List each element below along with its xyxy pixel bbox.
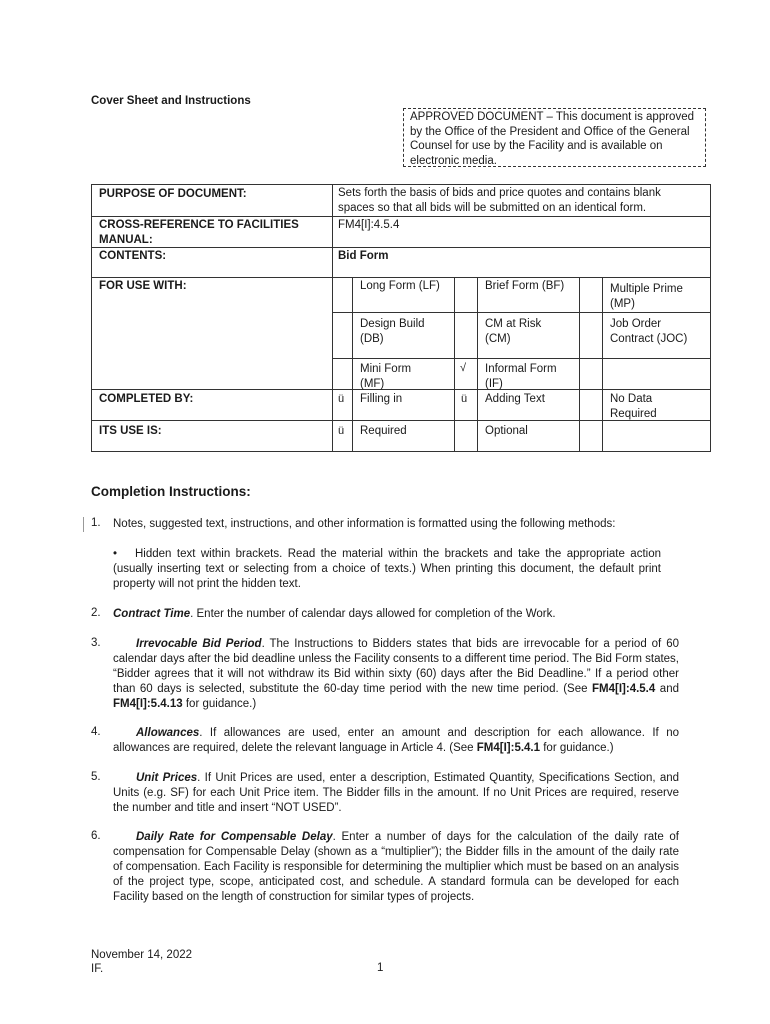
item-6-body: . Enter a number of days for the calculation of the daily rate of compensation for Compensable Delay (shown as a “multiplier”); the Bidder fills in the amount of the daily rate of compensation. Each Facility is responsible for determining the multiplier which must be based on an analysis of the project type, scope, anticipated cost, and schedule. A standard formula can be developed for each Facility based on the length of construction for similar types of projects. (113, 831, 679, 903)
crossref-label: CROSS-REFERENCE TO FACILITIES MANUAL: (99, 219, 299, 246)
item-number: 6. (91, 830, 101, 842)
form-long: Long Form (LF) (360, 280, 440, 292)
form-mini: Mini Form (MF) (360, 363, 412, 390)
item-4-body: . If allowances are used, enter an amount and description for each allowance. If no allowances are required, delete the relevant language in Article 4. (See (113, 727, 679, 754)
item-number: 2. (91, 607, 101, 619)
item-2-em: Contract Time (113, 608, 191, 620)
item-number: 1. (91, 517, 101, 529)
footer-date: November 14, 2022 (91, 949, 193, 961)
item-5-text (113, 771, 679, 816)
form-brief: Brief Form (BF) (485, 280, 565, 292)
page-number: 1 (377, 962, 384, 974)
purpose-label: PURPOSE OF DOCUMENT: (99, 188, 247, 200)
completed-filling: Filling in (360, 393, 403, 405)
check-mark-required: ü (338, 425, 345, 437)
form-multiple: Multiple Prime (MP) (610, 283, 683, 310)
completed-label: COMPLETED BY: (99, 393, 194, 405)
item-2-text (113, 607, 703, 622)
purpose-value: Sets forth the basis of bids and price quotes and contains blank spaces so that all bids will be submitted on an identical form. (338, 187, 661, 214)
bullet-glyph: • (113, 548, 118, 560)
form-job-order: Job Order Contract (JOC) (610, 318, 688, 345)
item-number: 3. (91, 637, 101, 649)
completed-nodata: No Data Required (610, 393, 657, 420)
item-number: 4. (91, 726, 101, 738)
item-4-end: for guidance.) (540, 742, 614, 754)
margin-marker (83, 517, 84, 532)
use-label: ITS USE IS: (99, 425, 162, 437)
footer-code: IF. (91, 963, 104, 975)
item-2-body: . Enter the number of calendar days allowed for completion of the Work. (190, 608, 556, 620)
item-3-text (113, 637, 679, 712)
bullet-text: Hidden text within brackets. Read the material within the brackets and take the appropriate action (usually inserting text or selecting from a choice of texts.) When printing this document, the default print property will not print the hidden text. (113, 548, 661, 590)
item-number: 5. (91, 771, 101, 783)
item-3-ref2: FM4[I]:5.4.13 (113, 698, 183, 710)
instructions-heading: Completion Instructions: (91, 484, 251, 499)
foruse-label: FOR USE WITH: (99, 280, 187, 292)
check-mark-adding: ü (461, 393, 468, 405)
use-optional: Optional (485, 425, 528, 437)
use-required: Required (360, 425, 407, 437)
check-mark-filling: ü (338, 393, 345, 405)
item-3-end: for guidance.) (182, 698, 257, 710)
footer (91, 948, 192, 976)
form-informal: Informal Form (IF) (485, 363, 557, 390)
crossref-value: FM4[I]:4.5.4 (338, 219, 400, 231)
item-4-text (113, 726, 679, 756)
item-5-em: Unit Prices (136, 772, 198, 784)
item-3-body: . The Instructions to Bidders states that bids are irrevocable for a period of 60 calendar days after the bid deadline unless the Facility consents to a different time period. The Bid Form states, “Bidder agrees that it will not withdraw its Bid within sixty (60) days after the Bid Deadline.” If a period other than 60 days is selected, substitute the 60-day time period with the new time period. (See (113, 638, 679, 695)
item-6-text (113, 830, 679, 905)
check-mark-informal: √ (460, 362, 467, 374)
item-3-em: Irrevocable Bid Period (136, 638, 262, 650)
contents-label: CONTENTS: (99, 250, 167, 262)
contents-value: Bid Form (338, 250, 389, 262)
item-3-ref1: FM4[I]:4.5.4 (592, 683, 656, 695)
form-cm-at-risk: CM at Risk (CM) (485, 318, 542, 345)
completed-adding: Adding Text (485, 393, 545, 405)
item-6-em: Daily Rate for Compensable Delay (136, 831, 333, 843)
item-4-em: Allowances (136, 727, 200, 739)
item-1-text: Notes, suggested text, instructions, and other information is formatted using the following methods: (113, 518, 616, 530)
item-5-body: . If Unit Prices are used, enter a description, Estimated Quantity, Specifications Section, and Units (e.g. SF) for each Unit Price item. The Bidder fills in the amount. If no Unit Prices are required, reserve the number and title and insert “NOT USED”. (113, 772, 680, 814)
approved-document-box: APPROVED DOCUMENT – This document is approved by the Office of the President and Office of the General Counsel for use by the Facility and is available on electronic media. (403, 108, 706, 167)
item-4-ref1: FM4[I]:5.4.1 (476, 742, 541, 754)
page-title: Cover Sheet and Instructions (91, 95, 251, 107)
item-3-mid: and (655, 683, 679, 695)
bullet-item (113, 547, 661, 592)
cover-table (91, 184, 711, 452)
form-design-build: Design Build (DB) (360, 318, 425, 345)
